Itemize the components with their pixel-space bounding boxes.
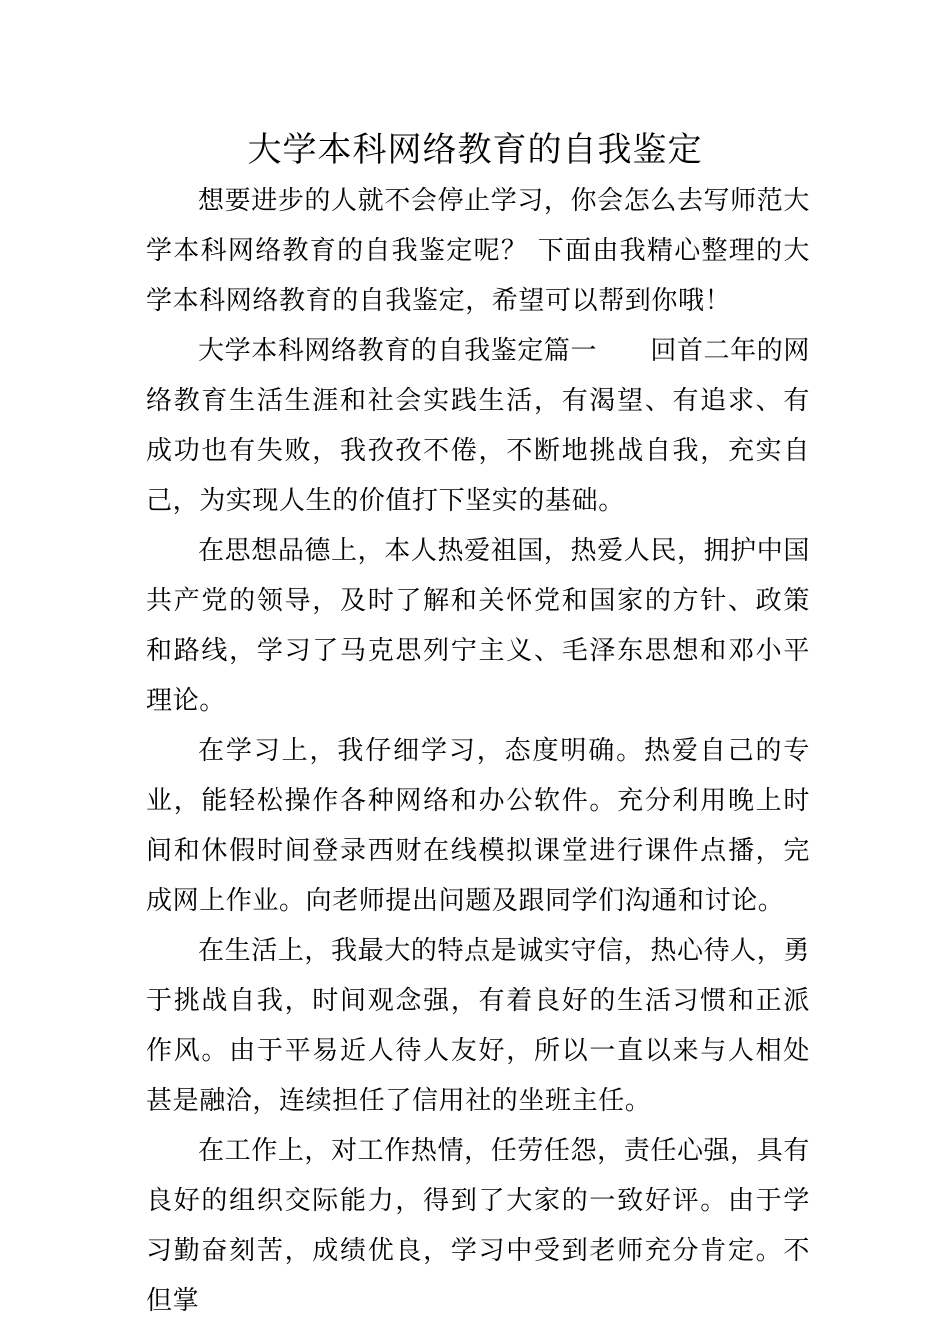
paragraph-study: 在学习上，我仔细学习，态度明确。热爱自己的专业，能轻松操作各种网络和办公软件。充分利用晚上时间和休假时间登录西财在线模拟课堂进行课件点播，完成网上作业。向老师提出问题及跟同学们沟通和讨论。 <box>146 736 810 916</box>
paragraph-intro: 想要进步的人就不会停止学习，你会怎么去写师范大学本科网络教育的自我鉴定呢？ 下面由我精心整理的大学本科网络教育的自我鉴定，希望可以帮到你哦！ <box>146 186 810 316</box>
paragraph-life: 在生活上，我最大的特点是诚实守信，热心待人，勇于挑战自我，时间观念强，有着良好的生活习惯和正派作风。由于平易近人待人友好，所以一直以来与人相处甚是融洽，连续担任了信用社的坐班主任。 <box>146 936 810 1116</box>
paragraph-review: 大学本科网络教育的自我鉴定篇一 回首二年的网络教育生活生涯和社会实践生活，有渴望、有追求、有成功也有失败，我孜孜不倦，不断地挑战自我，充实自己，为实现人生的价值打下坚实的基础。 <box>146 336 810 516</box>
paragraph-work: 在工作上，对工作热情，任劳任怨，责任心强，具有良好的组织交际能力，得到了大家的一致好评。由于学习勤奋刻苦，成绩优良，学习中受到老师充分肯定。不但掌 <box>146 1136 810 1316</box>
document-body <box>146 176 810 1326</box>
paragraph-ideology: 在思想品德上，本人热爱祖国，热爱人民，拥护中国共产党的领导，及时了解和关怀党和国家的方针、政策和路线，学习了马克思列宁主义、毛泽东思想和邓小平理论。 <box>146 536 810 716</box>
document-title: 大学本科网络教育的自我鉴定 <box>247 130 703 170</box>
